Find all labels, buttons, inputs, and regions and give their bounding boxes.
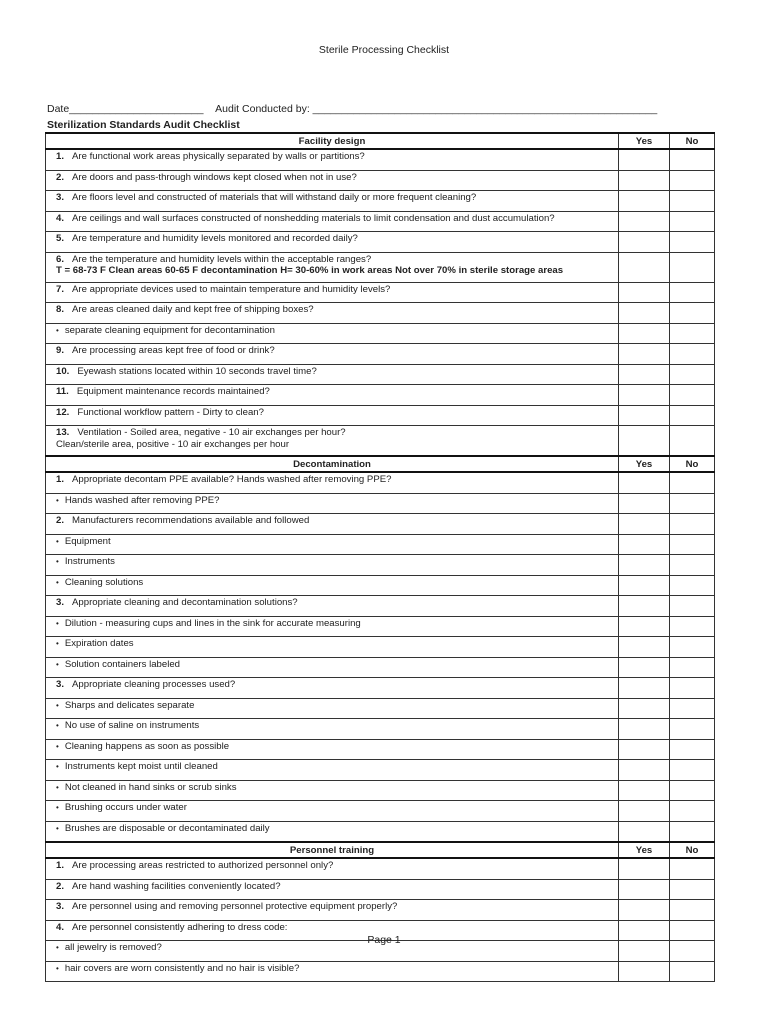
checklist-row: [46, 426, 715, 457]
checklist-question: [46, 821, 619, 842]
question-text: Manufacturers recommendations available and followed: [72, 515, 310, 526]
no-checkbox-cell[interactable]: [670, 405, 715, 426]
question-text: hair covers are worn consistently and no hair is visible?: [64, 962, 300, 974]
yes-checkbox-cell[interactable]: [619, 232, 670, 253]
checklist-question: [46, 739, 619, 760]
audit-checklist-table: [45, 132, 715, 982]
checklist-row: [46, 637, 715, 658]
no-checkbox-cell[interactable]: [670, 616, 715, 637]
yes-checkbox-cell[interactable]: [619, 191, 670, 212]
no-checkbox-cell[interactable]: [670, 426, 715, 457]
yes-checkbox-cell[interactable]: [619, 149, 670, 170]
checklist-row: [46, 780, 715, 801]
checklist-question: [46, 211, 619, 232]
yes-checkbox-cell[interactable]: [619, 739, 670, 760]
no-checkbox-cell[interactable]: [670, 191, 715, 212]
question-detail: T = 68-73 F Clean areas 60-65 F decontamination H= 30-60% in work areas Not over 70% in sterile storage areas: [56, 265, 564, 276]
yes-checkbox-cell[interactable]: [619, 282, 670, 303]
checklist-question: [46, 385, 619, 406]
bullet-icon: •: [56, 536, 59, 546]
yes-checkbox-cell[interactable]: [619, 858, 670, 879]
question-text: Appropriate cleaning processes used?: [72, 679, 236, 690]
question-number: 9.: [56, 345, 65, 356]
bullet-icon: •: [56, 639, 59, 648]
yes-checkbox-cell[interactable]: [619, 405, 670, 426]
no-checkbox-cell[interactable]: [670, 252, 715, 282]
yes-checkbox-cell[interactable]: [619, 719, 670, 740]
page-number: Page 1: [367, 934, 401, 946]
checklist-question: [46, 191, 619, 212]
question-text: Instruments kept moist until cleaned: [64, 761, 218, 772]
checklist-question: [46, 555, 619, 576]
no-checkbox-cell[interactable]: [670, 879, 715, 900]
bullet-icon: •: [56, 963, 59, 973]
checklist-row: [46, 858, 715, 879]
no-column-header: No: [670, 133, 715, 149]
question-number: 10.: [56, 365, 70, 377]
question-text: Sharps and delicates separate: [64, 699, 195, 711]
question-number: 4.: [56, 212, 65, 224]
question-text: Dilution - measuring cups and lines in the sink for accurate measuring: [64, 617, 361, 629]
bullet-icon: •: [56, 741, 59, 751]
yes-checkbox-cell[interactable]: [619, 596, 670, 617]
question-number: 1.: [56, 860, 65, 871]
bullet-icon: •: [56, 495, 59, 505]
section-title: Personnel training: [46, 842, 619, 858]
checklist-row: [46, 514, 715, 535]
checklist-question: [46, 678, 619, 699]
checklist-row: [46, 252, 715, 282]
question-text: Are ceilings and wall surfaces constructed of nonshedding materials to limit condensation and dust accumulation?: [72, 212, 555, 224]
checklist-row: [46, 385, 715, 406]
yes-column-header: Yes: [619, 133, 670, 149]
yes-checkbox-cell[interactable]: [619, 961, 670, 982]
yes-checkbox-cell[interactable]: [619, 364, 670, 385]
question-number: 2.: [56, 171, 65, 183]
question-text: No use of saline on instruments: [64, 720, 200, 731]
question-text: Equipment maintenance records maintained?: [76, 386, 270, 397]
yes-column-header: Yes: [619, 456, 670, 472]
question-text: Hands washed after removing PPE?: [64, 494, 220, 506]
question-text: separate cleaning equipment for decontamination: [64, 324, 275, 336]
checklist-row: [46, 191, 715, 212]
bullet-icon: •: [56, 803, 59, 812]
question-text: Cleaning solutions: [64, 576, 144, 588]
no-checkbox-cell[interactable]: [670, 211, 715, 232]
yes-checkbox-cell[interactable]: [619, 514, 670, 535]
question-number: 3.: [56, 192, 65, 203]
checklist-row: [46, 657, 715, 678]
no-checkbox-cell[interactable]: [670, 472, 715, 493]
no-checkbox-cell[interactable]: [670, 232, 715, 253]
checklist-question: [46, 493, 619, 514]
checklist-row: [46, 596, 715, 617]
checklist-question: [46, 426, 619, 457]
no-checkbox-cell[interactable]: [670, 170, 715, 191]
checklist-row: [46, 149, 715, 170]
checklist-row: [46, 739, 715, 760]
checklist-question: [46, 961, 619, 982]
question-number: 13.: [56, 427, 70, 438]
question-number: 11.: [56, 386, 69, 397]
checklist-question: [46, 344, 619, 365]
question-detail: Clean/sterile area, positive - 10 air exchanges per hour: [56, 438, 290, 450]
no-checkbox-cell[interactable]: [670, 637, 715, 658]
checklist-question: [46, 858, 619, 879]
checklist-row: [46, 760, 715, 781]
checklist-row: [46, 303, 715, 324]
question-number: 7.: [56, 283, 65, 295]
bullet-icon: •: [56, 782, 59, 792]
no-column-header: No: [670, 456, 715, 472]
checklist-row: [46, 282, 715, 303]
no-checkbox-cell[interactable]: [670, 858, 715, 879]
checklist-question: [46, 364, 619, 385]
yes-checkbox-cell[interactable]: [619, 472, 670, 493]
checklist-question: [46, 282, 619, 303]
checklist-question: [46, 780, 619, 801]
question-text: Brushing occurs under water: [64, 802, 187, 813]
no-checkbox-cell[interactable]: [670, 555, 715, 576]
no-checkbox-cell[interactable]: [670, 323, 715, 344]
yes-checkbox-cell[interactable]: [619, 555, 670, 576]
question-text: Equipment: [64, 535, 111, 547]
yes-checkbox-cell[interactable]: [619, 534, 670, 555]
question-text: Are functional work areas physically separated by walls or partitions?: [72, 151, 365, 162]
no-checkbox-cell[interactable]: [670, 900, 715, 921]
no-checkbox-cell[interactable]: [670, 514, 715, 535]
checklist-question: [46, 596, 619, 617]
no-checkbox-cell[interactable]: [670, 739, 715, 760]
checklist-row: [46, 232, 715, 253]
bullet-icon: •: [56, 577, 59, 587]
no-checkbox-cell[interactable]: [670, 698, 715, 719]
checklist-question: [46, 303, 619, 324]
question-text: Are hand washing facilities conveniently located?: [72, 880, 281, 892]
yes-checkbox-cell[interactable]: [619, 344, 670, 365]
checklist-row: [46, 961, 715, 982]
bullet-icon: •: [56, 659, 59, 669]
checklist-question: [46, 719, 619, 740]
checklist-row: [46, 698, 715, 719]
yes-checkbox-cell[interactable]: [619, 760, 670, 781]
no-checkbox-cell[interactable]: [670, 678, 715, 699]
question-text: Are floors level and constructed of materials that will withstand daily or more frequent cleaning?: [72, 192, 477, 203]
yes-checkbox-cell[interactable]: [619, 303, 670, 324]
yes-checkbox-cell[interactable]: [619, 170, 670, 191]
question-number: 5.: [56, 233, 65, 244]
yes-checkbox-cell[interactable]: [619, 616, 670, 637]
checklist-row: [46, 678, 715, 699]
question-text: Are areas cleaned daily and kept free of shipping boxes?: [72, 304, 314, 315]
checklist-question: [46, 900, 619, 921]
question-number: 8.: [56, 304, 65, 315]
question-number: 2.: [56, 880, 65, 892]
checklist-question: [46, 760, 619, 781]
checklist-question: [46, 232, 619, 253]
question-text: Cleaning happens as soon as possible: [64, 740, 230, 752]
no-checkbox-cell[interactable]: [670, 344, 715, 365]
yes-checkbox-cell[interactable]: [619, 678, 670, 699]
question-number: 1.: [56, 151, 65, 162]
checklist-question: [46, 616, 619, 637]
no-checkbox-cell[interactable]: [670, 961, 715, 982]
no-column-header: No: [670, 842, 715, 858]
yes-checkbox-cell[interactable]: [619, 657, 670, 678]
date-field[interactable]: Date_______________________: [47, 103, 204, 115]
checklist-question: [46, 698, 619, 719]
question-text: Are personnel consistently adhering to dress code:: [72, 921, 288, 933]
checklist-question: [46, 575, 619, 596]
checklist-row: [46, 575, 715, 596]
question-text: Functional workflow pattern - Dirty to clean?: [77, 406, 264, 418]
no-checkbox-cell[interactable]: [670, 303, 715, 324]
checklist-row: [46, 555, 715, 576]
checklist-question: [46, 405, 619, 426]
bullet-icon: •: [56, 325, 59, 335]
no-checkbox-cell[interactable]: [670, 657, 715, 678]
bullet-icon: •: [56, 762, 59, 771]
section-header: [46, 456, 715, 472]
no-checkbox-cell[interactable]: [670, 364, 715, 385]
question-text: Appropriate decontam PPE available? Hands washed after removing PPE?: [72, 474, 392, 485]
checklist-question: [46, 801, 619, 822]
checklist-question: [46, 514, 619, 535]
no-checkbox-cell[interactable]: [670, 493, 715, 514]
checklist-row: [46, 534, 715, 555]
bullet-icon: •: [56, 557, 59, 566]
checklist-row: [46, 170, 715, 191]
question-text: Are personnel using and removing personnel protective equipment properly?: [72, 901, 398, 912]
no-checkbox-cell[interactable]: [670, 575, 715, 596]
question-number: 3.: [56, 901, 65, 912]
no-checkbox-cell[interactable]: [670, 719, 715, 740]
question-text: Expiration dates: [64, 638, 134, 649]
question-text: Appropriate cleaning and decontamination solutions?: [72, 597, 298, 608]
question-text: Solution containers labeled: [64, 658, 181, 670]
yes-checkbox-cell[interactable]: [619, 780, 670, 801]
question-number: 1.: [56, 474, 65, 485]
yes-checkbox-cell[interactable]: [619, 698, 670, 719]
bullet-icon: •: [56, 618, 59, 628]
audit-conducted-by-field[interactable]: Audit Conducted by: ___________________________________________________________: [215, 103, 658, 115]
no-checkbox-cell[interactable]: [670, 760, 715, 781]
checklist-question: [46, 149, 619, 170]
question-text: Ventilation - Soiled area, negative - 10 air exchanges per hour?: [77, 427, 346, 438]
checklist-question: [46, 657, 619, 678]
question-number: 3.: [56, 679, 65, 690]
no-checkbox-cell[interactable]: [670, 282, 715, 303]
question-text: Eyewash stations located within 10 seconds travel time?: [77, 365, 317, 377]
no-checkbox-cell[interactable]: [670, 149, 715, 170]
checklist-row: [46, 719, 715, 740]
checklist-row: [46, 211, 715, 232]
checklist-question: [46, 252, 619, 282]
bullet-icon: •: [56, 700, 59, 710]
yes-checkbox-cell[interactable]: [619, 493, 670, 514]
question-text: all jewelry is removed?: [64, 942, 162, 953]
bullet-icon: •: [56, 721, 59, 730]
section-header: [46, 133, 715, 149]
yes-checkbox-cell[interactable]: [619, 900, 670, 921]
question-text: Are the temperature and humidity levels within the acceptable ranges?: [72, 253, 372, 265]
question-number: 12.: [56, 406, 70, 418]
yes-checkbox-cell[interactable]: [619, 821, 670, 842]
section-title: Decontamination: [46, 456, 619, 472]
yes-checkbox-cell[interactable]: [619, 879, 670, 900]
yes-checkbox-cell[interactable]: [619, 637, 670, 658]
bullet-icon: •: [56, 823, 59, 833]
question-text: Are processing areas restricted to authorized personnel only?: [72, 860, 334, 871]
checklist-question: [46, 534, 619, 555]
checklist-question: [46, 472, 619, 493]
question-text: Are doors and pass-through windows kept closed when not in use?: [72, 171, 357, 183]
yes-checkbox-cell[interactable]: [619, 801, 670, 822]
checklist-question: [46, 323, 619, 344]
yes-checkbox-cell[interactable]: [619, 575, 670, 596]
checklist-row: [46, 493, 715, 514]
question-text: Are temperature and humidity levels monitored and recorded daily?: [72, 233, 358, 244]
checklist-row: [46, 616, 715, 637]
question-number: 6.: [56, 253, 65, 265]
question-number: 3.: [56, 597, 65, 608]
yes-checkbox-cell[interactable]: [619, 385, 670, 406]
checklist-row: [46, 472, 715, 493]
checklist-question: [46, 879, 619, 900]
no-checkbox-cell[interactable]: [670, 385, 715, 406]
no-checkbox-cell[interactable]: [670, 534, 715, 555]
question-number: 4.: [56, 921, 65, 933]
checklist-row: [46, 821, 715, 842]
question-number: 2.: [56, 515, 65, 526]
yes-checkbox-cell[interactable]: [619, 211, 670, 232]
date-audit-line: [47, 103, 657, 115]
checklist-row: [46, 405, 715, 426]
checklist-question: [46, 170, 619, 191]
bullet-icon: •: [56, 943, 59, 952]
no-checkbox-cell[interactable]: [670, 801, 715, 822]
checklist-row: [46, 344, 715, 365]
question-text: Are processing areas kept free of food or drink?: [72, 345, 275, 356]
question-text: Brushes are disposable or decontaminated daily: [64, 822, 270, 834]
yes-checkbox-cell[interactable]: [619, 323, 670, 344]
yes-column-header: Yes: [619, 842, 670, 858]
yes-checkbox-cell[interactable]: [619, 252, 670, 282]
no-checkbox-cell[interactable]: [670, 596, 715, 617]
checklist-row: [46, 364, 715, 385]
question-text: Are appropriate devices used to maintain temperature and humidity levels?: [72, 283, 391, 295]
section-title: Facility design: [46, 133, 619, 149]
checklist-row: [46, 879, 715, 900]
question-text: Instruments: [64, 556, 115, 567]
checklist-row: [46, 801, 715, 822]
checklist-row: [46, 900, 715, 921]
no-checkbox-cell[interactable]: [670, 780, 715, 801]
section-header: [46, 842, 715, 858]
checklist-subtitle: Sterilization Standards Audit Checklist: [47, 119, 240, 131]
checklist-question: [46, 637, 619, 658]
yes-checkbox-cell[interactable]: [619, 426, 670, 457]
no-checkbox-cell[interactable]: [670, 821, 715, 842]
checklist-row: [46, 323, 715, 344]
question-text: Not cleaned in hand sinks or scrub sinks: [64, 781, 237, 793]
document-title: Sterile Processing Checklist: [318, 44, 450, 56]
